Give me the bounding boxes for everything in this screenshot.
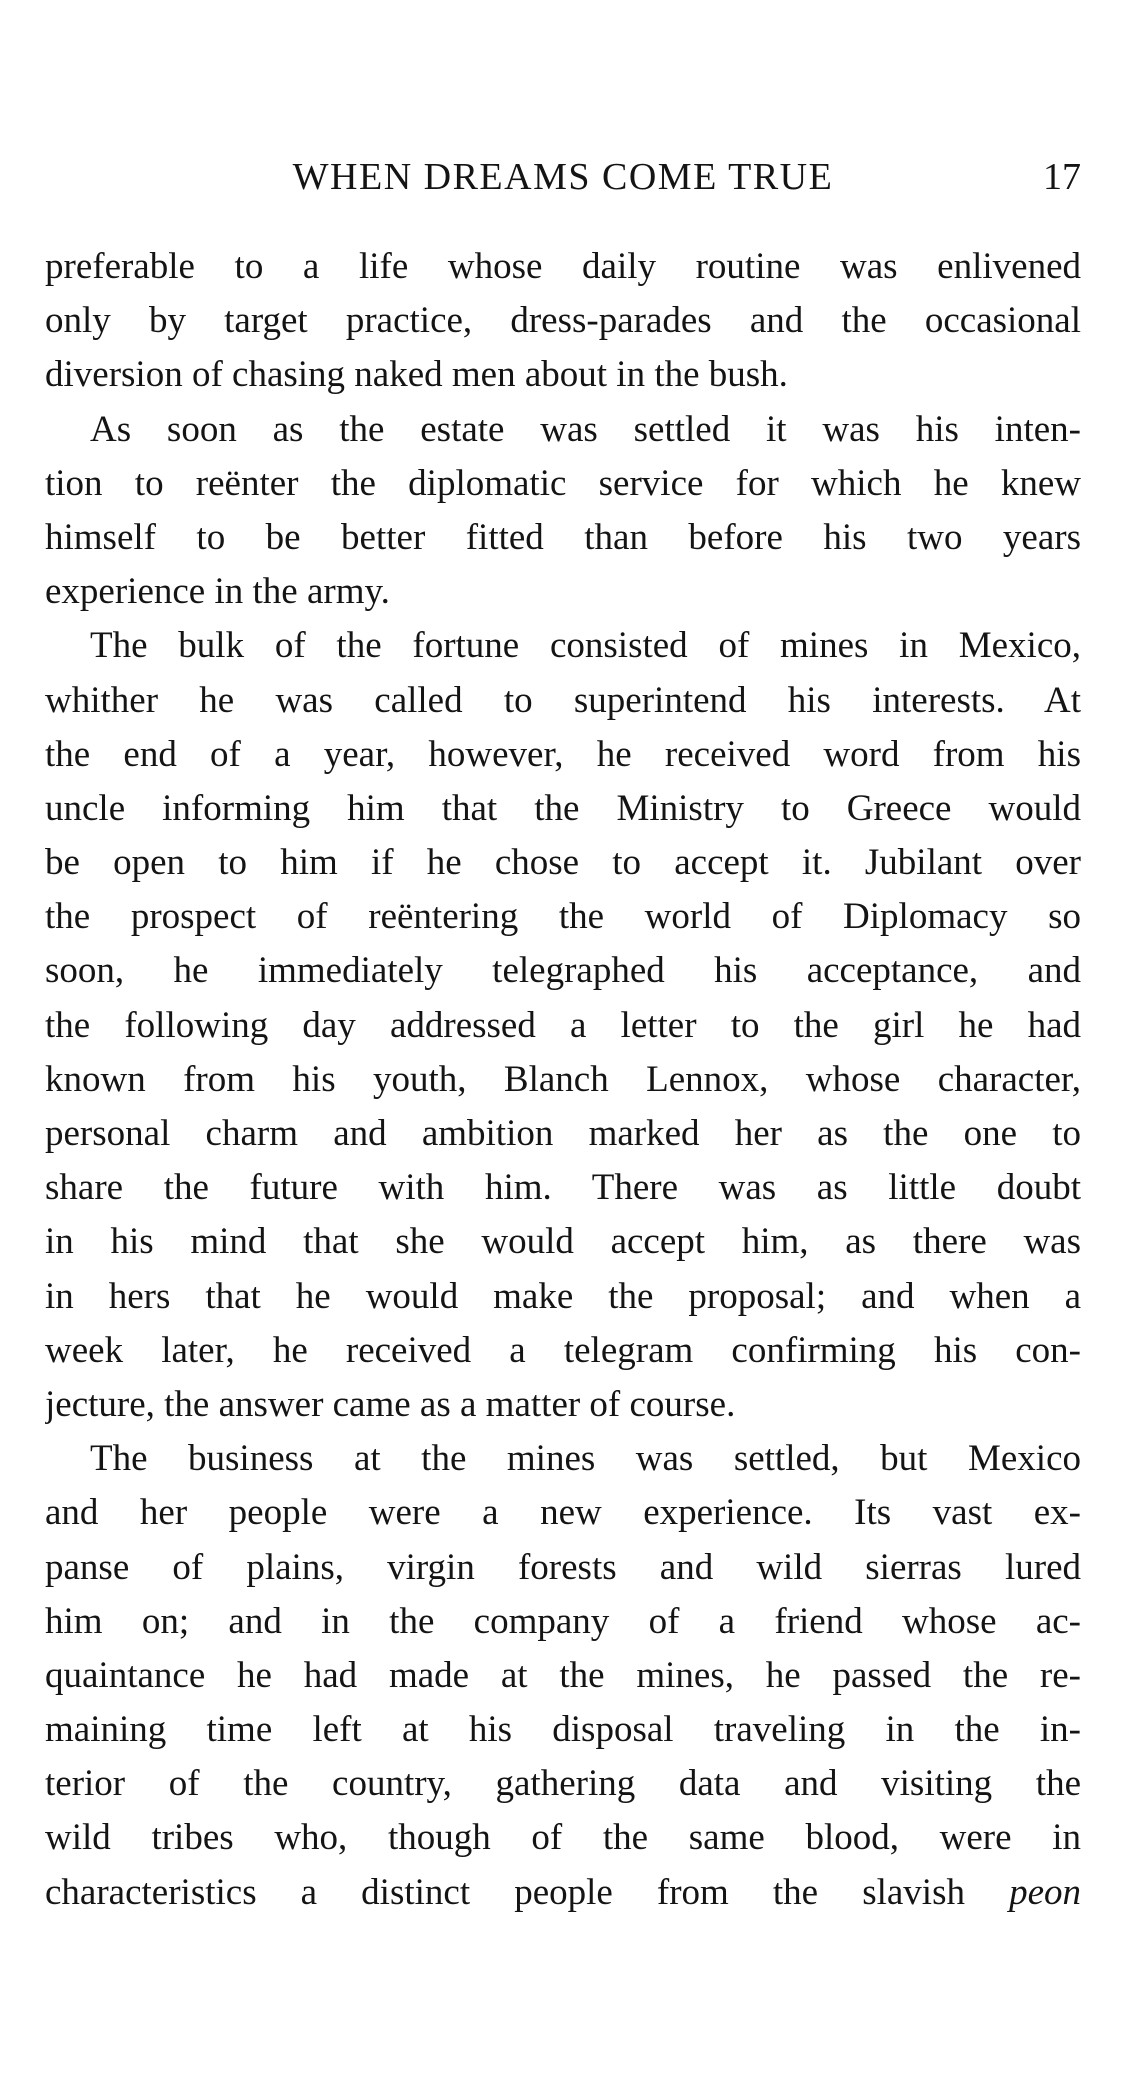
body-text — [45, 240, 1081, 1920]
text-line: As soon as the estate was settled it was his inten- — [90, 408, 1081, 450]
text-line: the prospect of reëntering the world of Diplomacy so — [45, 896, 1081, 938]
text-line: uncle informing him that the Ministry to Greece would — [45, 787, 1081, 829]
text-line: whither he was called to superintend his interests. At — [45, 679, 1081, 721]
text-line: jecture, the answer came as a matter of course. — [45, 1383, 736, 1425]
text-line: personal charm and ambition marked her as the one to — [45, 1113, 1081, 1154]
text-line: himself to be better fitted than before his two years — [45, 516, 1081, 558]
text-line: soon, he immediately telegraphed his acceptance, and — [45, 950, 1081, 992]
text-line: share the future with him. There was as little doubt — [45, 1167, 1081, 1209]
text-line: week later, he received a telegram confirming his con- — [45, 1329, 1081, 1371]
running-head — [45, 152, 1081, 202]
text-line: experience in the army. — [45, 571, 390, 613]
text-line: terior of the country, gathering data and visiting the — [45, 1763, 1081, 1805]
text-line: The bulk of the fortune consisted of mines in Mexico, — [90, 625, 1081, 667]
text-line: be open to him if he chose to accept it. Jubilant over — [45, 842, 1081, 884]
text-line: him on; and in the company of a friend whose ac- — [45, 1600, 1081, 1642]
text-line: in his mind that she would accept him, as there was — [45, 1221, 1081, 1263]
text-line: preferable to a life whose daily routine was enlivened — [45, 246, 1081, 287]
text-line: only by target practice, dress-parades and the occasional — [45, 300, 1081, 342]
text-line: maining time left at his disposal traveling in the in- — [45, 1709, 1081, 1751]
text-line: in hers that he would make the proposal; and when a — [45, 1275, 1081, 1317]
text-line: the following day addressed a letter to the girl he had — [45, 1004, 1081, 1046]
text-line: wild tribes who, though of the same blood, were in — [45, 1817, 1081, 1859]
text-line: diversion of chasing naked men about in the bush. — [45, 354, 788, 396]
text-line: quaintance he had made at the mines, he passed the re- — [45, 1654, 1081, 1696]
text-line: the end of a year, however, he received word from his — [45, 733, 1081, 775]
text-line: tion to reënter the diplomatic service for which he knew — [45, 462, 1081, 504]
running-title: WHEN DREAMS COME TRUE — [292, 156, 834, 198]
text-line: known from his youth, Blanch Lennox, whose character, — [45, 1058, 1081, 1100]
page-number: 17 — [1043, 156, 1081, 198]
text-line-roman: characteristics a distinct people from the slavish — [45, 1871, 965, 1913]
text-line-final — [45, 1866, 1081, 1920]
text-line: and her people were a new experience. Its vast ex- — [45, 1492, 1081, 1534]
text-line: panse of plains, virgin forests and wild sierras lured — [45, 1546, 1081, 1588]
text-line: The business at the mines was settled, but Mexico — [90, 1438, 1081, 1480]
italic-word: peon — [1009, 1871, 1081, 1913]
